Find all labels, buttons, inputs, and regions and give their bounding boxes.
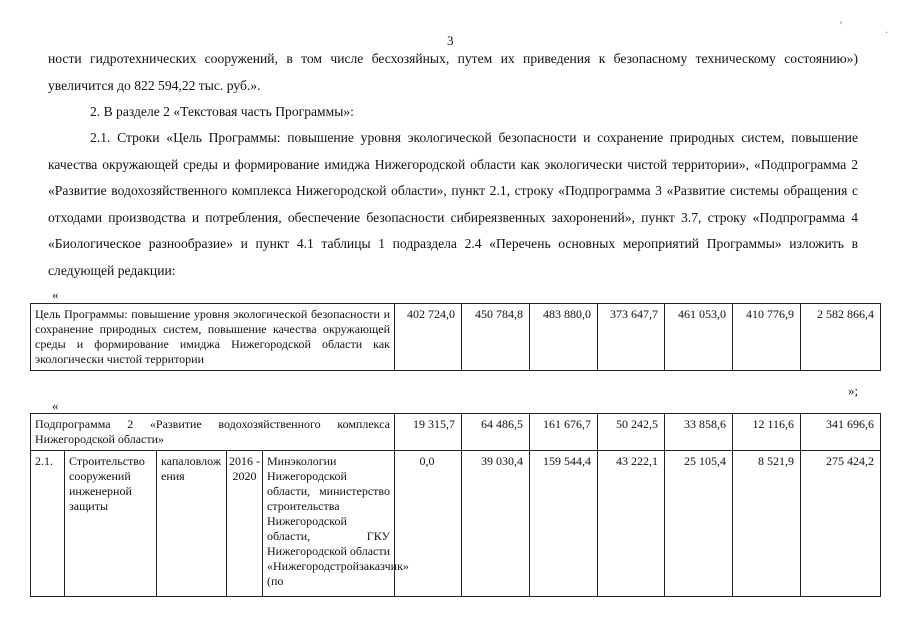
item-name: Строительство сооружений инженерной защиты [65,451,157,597]
quote-open: « [52,398,59,413]
corner-mark: . [885,22,888,36]
goal-table [30,303,881,371]
value-cell: 161 676,7 [530,414,598,451]
table-row [31,451,881,597]
value-cell: 275 424,2 [801,451,881,597]
value-cell: 25 105,4 [665,451,733,597]
value-cell: 2 582 866,4 [801,304,881,371]
value-cell: 373 647,7 [598,304,665,371]
corner-mark: ' [840,18,843,32]
quote-open: « [52,287,59,302]
value-cell: 19 315,7 [395,414,462,451]
item-number: 2.1. [31,451,65,597]
item-years: 2016 - 2020 [227,451,263,597]
value-cell: 50 242,5 [598,414,665,451]
table-row [31,414,881,451]
value-cell: 64 486,5 [462,414,530,451]
paragraph-section-2: 2. В разделе 2 «Текстовая часть Программы»: [90,104,354,119]
value-cell: 483 880,0 [530,304,598,371]
page-number: 3 [447,33,454,48]
table-row [31,304,881,371]
value-cell: 450 784,8 [462,304,530,371]
value-cell: 33 858,6 [665,414,733,451]
value-cell: 410 776,9 [733,304,801,371]
value-cell: 402 724,0 [395,304,462,371]
value-cell: 159 544,4 [530,451,598,597]
value-cell: 39 030,4 [462,451,530,597]
value-cell: 0,0 [395,451,462,597]
value-cell: 8 521,9 [733,451,801,597]
value-cell: 461 053,0 [665,304,733,371]
subprogram-label: Подпрограмма 2 «Развитие водохозяйственного комплекса Нижегородской области» [31,414,395,451]
paragraph-continuation: ности гидротехнических сооружений, в том числе бесхозяйных, путем их приведения к безопасному техническому состоянию») увеличится до 822 594,22 тыс. руб.». [48,51,858,93]
paragraph-2-1: 2.1. Строки «Цель Программы: повышение уровня экологической безопасности и сохранение природных систем, повышение качества окружающей среды и формирование имиджа Нижегородской области как экологически чистой территории», «Подпрограмма 2 «Развитие водохозяйственного комплекса Нижегородской области», пункт 2.1, строку «Подпрограмма 3 «Развитие системы обращения с отходами производства и потребления, обеспечение безопасности сибиреязвенных захоронений», пункт 3.7, строку «Подпрограмма 4 «Биологическое разнообразие» и пункт 4.1 таблицы 1 подраздела 2.4 «Перечень основных мероприятий Программы» изложить в следующей редакции: [48,130,858,278]
value-cell: 43 222,1 [598,451,665,597]
item-category: капаловложения [157,451,227,597]
quote-close: »; [848,383,859,398]
item-executors: Минэкологии Нижегородской области, министерство строительства Нижегородской области, ГКУ Нижегородской области «Нижегородстройзаказчик» (по [263,451,395,597]
value-cell: 341 696,6 [801,414,881,451]
subprogram-table [30,413,881,597]
value-cell: 12 116,6 [733,414,801,451]
goal-label: Цель Программы: повышение уровня экологической безопасности и сохранение природных систем, повышение качества окружающей среды и формирование имиджа Нижегородской области как экологически чистой территории [31,304,395,371]
